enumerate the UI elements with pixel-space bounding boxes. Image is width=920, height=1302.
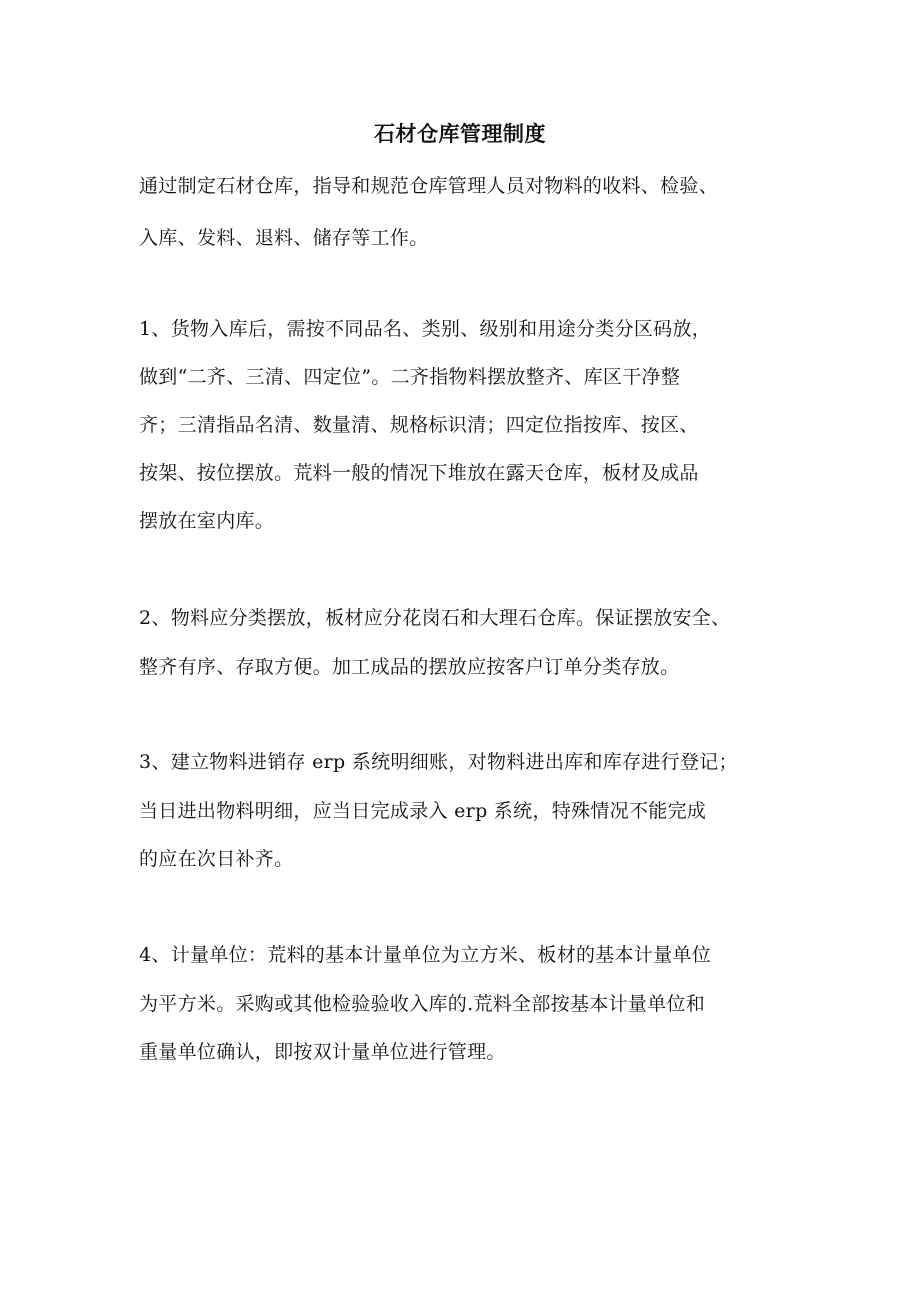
- item4-line-3: 重量单位确认，即按双计量单位进行管理。: [139, 1041, 506, 1063]
- item4-line-1: 4、计量单位：荒料的基本计量单位为立方米、板材的基本计量单位: [139, 944, 712, 966]
- intro-line-1: 通过制定石材仓库，指导和规范仓库管理人员对物料的收料、检验、: [139, 175, 719, 197]
- item2-line-2: 整齐有序、存取方便。加工成品的摆放应按客户订单分类存放。: [139, 656, 680, 678]
- intro-line-2: 入库、发料、退料、储存等工作。: [139, 227, 429, 249]
- item4-line-2: 为平方米。采购或其他检验验收入库的.荒料全部按基本计量单位和: [139, 993, 706, 1015]
- item3-line-1: 3、建立物料进销存 erp 系统明细账，对物料进出库和库存进行登记；: [139, 751, 738, 773]
- item2-line-1: 2、物料应分类摆放，板材应分花岗石和大理石仓库。保证摆放安全、: [139, 607, 731, 629]
- item1-line-1: 1、货物入库后，需按不同品名、类别、级别和用途分类分区码放，: [139, 318, 712, 340]
- item1-line-5: 摆放在室内库。: [139, 510, 275, 532]
- item1-line-4: 按架、按位摆放。荒料一般的情况下堆放在露天仓库，板材及成品: [139, 462, 699, 484]
- item1-line-3: 齐；三清指品名清、数量清、规格标识清；四定位指按库、按区、: [139, 414, 699, 436]
- item3-line-3: 的应在次日补齐。: [139, 848, 294, 870]
- item3-line-2: 当日进出物料明细，应当日完成录入 erp 系统，特殊情况不能完成: [139, 800, 707, 822]
- item1-line-2: 做到“二齐、三清、四定位”。二齐指物料摆放整齐、库区干净整: [139, 366, 681, 388]
- document-title: 石材仓库管理制度: [374, 121, 546, 146]
